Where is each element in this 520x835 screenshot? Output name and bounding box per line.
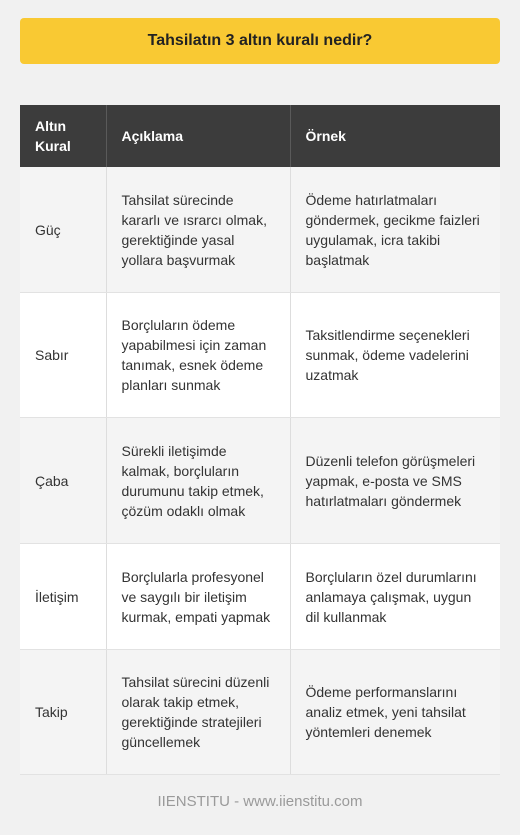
example-cell: Taksitlendirme seçenekleri sunmak, ödeme vadelerini uzatmak bbox=[290, 293, 500, 418]
description-cell: Borçluların ödeme yapabilmesi için zaman tanımak, esnek ödeme planları sunmak bbox=[106, 293, 290, 418]
rule-name-cell: İletişim bbox=[20, 544, 106, 650]
footer-credit: IIENSTITU - www.iienstitu.com bbox=[157, 793, 363, 810]
description-cell: Borçlularla profesyonel ve saygılı bir iletişim kurmak, empati yapmak bbox=[106, 544, 290, 650]
description-cell: Tahsilat sürecini düzenli olarak takip etmek, gerektiğinde stratejileri güncellemek bbox=[106, 650, 290, 775]
rule-name-cell: Çaba bbox=[20, 418, 106, 544]
rule-name-cell: Takip bbox=[20, 650, 106, 775]
header-rule: Altın Kural bbox=[20, 105, 106, 167]
table-row bbox=[20, 293, 500, 418]
rule-name-cell: Sabır bbox=[20, 293, 106, 418]
example-cell: Ödeme hatırlatmaları göndermek, gecikme faizleri uygulamak, icra takibi başlatmak bbox=[290, 167, 500, 293]
page-title: Tahsilatın 3 altın kuralı nedir? bbox=[147, 32, 373, 49]
table-row bbox=[20, 650, 500, 775]
example-cell: Borçluların özel durumlarını anlamaya çalışmak, uygun dil kullanmak bbox=[290, 544, 500, 650]
title-banner bbox=[20, 18, 500, 64]
table-row bbox=[20, 167, 500, 293]
table-row bbox=[20, 418, 500, 544]
description-cell: Tahsilat sürecinde kararlı ve ısrarcı olmak, gerektiğinde yasal yollara başvurmak bbox=[106, 167, 290, 293]
example-cell: Düzenli telefon görüşmeleri yapmak, e-posta ve SMS hatırlatmaları göndermek bbox=[290, 418, 500, 544]
description-cell: Sürekli iletişimde kalmak, borçluların durumunu takip etmek, çözüm odaklı olmak bbox=[106, 418, 290, 544]
header-description: Açıklama bbox=[106, 105, 290, 167]
rules-table bbox=[20, 105, 500, 775]
table-row bbox=[20, 544, 500, 650]
example-cell: Ödeme performanslarını analiz etmek, yeni tahsilat yöntemleri denemek bbox=[290, 650, 500, 775]
rule-name-cell: Güç bbox=[20, 167, 106, 293]
header-example: Örnek bbox=[290, 105, 500, 167]
table-header-row bbox=[20, 105, 500, 167]
